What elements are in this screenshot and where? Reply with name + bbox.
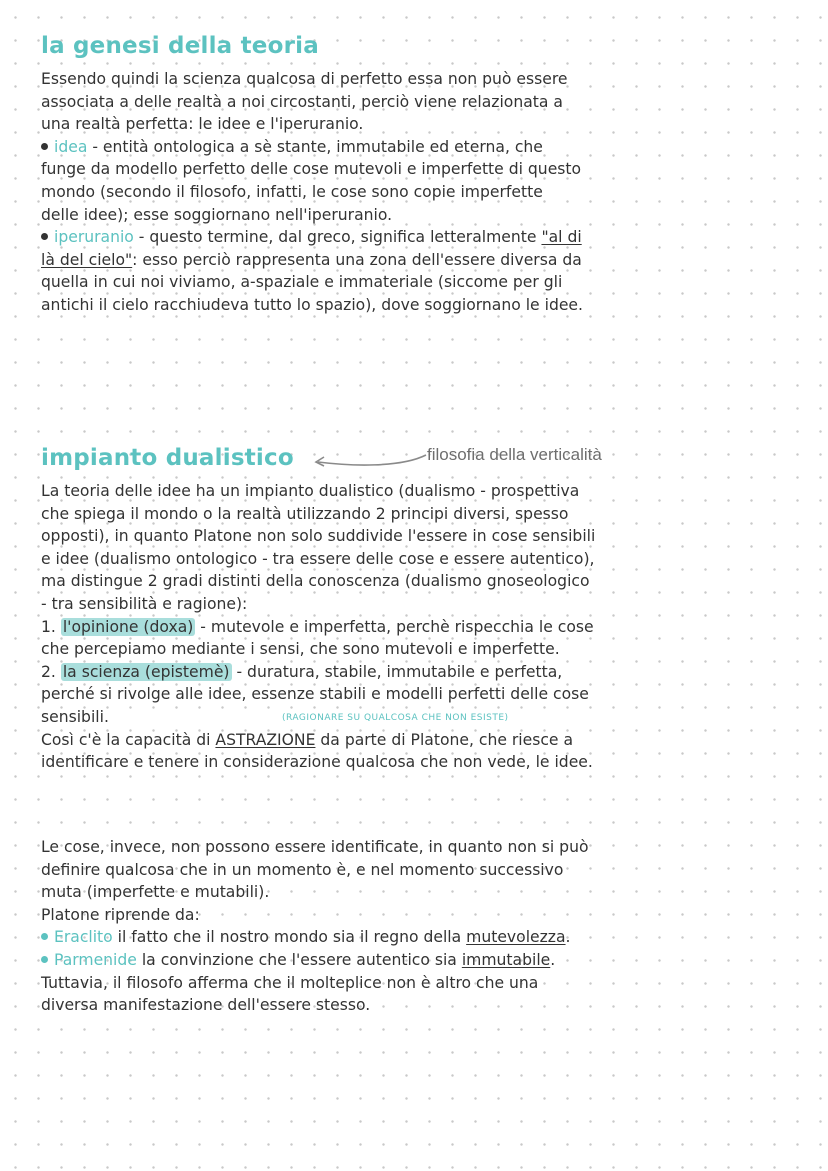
heading-impianto: impianto dualistico xyxy=(41,445,294,471)
astrazione-after: da parte di Platone, che riesce a xyxy=(315,730,574,749)
text-line: diversa manifestazione dell'essere stesso. xyxy=(41,996,371,1015)
bullet-eraclito xyxy=(41,926,786,949)
astrazione-line xyxy=(41,729,786,752)
text-line: quella in cui noi viviamo, a-spaziale e immateriale (siccome per gli xyxy=(41,273,563,292)
iperuranio-definition: - questo termine, dal greco, significa letteralmente xyxy=(133,228,542,247)
section-impianto-body xyxy=(41,480,786,774)
term-astrazione: ASTRAZIONE xyxy=(215,730,316,749)
eraclito-text: il fatto che il nostro mondo sia il regno della xyxy=(112,928,467,947)
text-line: mondo (secondo il filosofo, infatti, le cose sono copie imperfette xyxy=(41,182,543,201)
term-immutabile: immutabile xyxy=(461,950,551,969)
parmenide-text: la convinzione che l'essere autentico sia xyxy=(136,950,462,969)
bullet-iperuranio xyxy=(41,226,786,249)
text-line: funge da modello perfetto delle cose mutevoli e imperfette di questo xyxy=(41,160,582,179)
text-line: - tra sensibilità e ragione): xyxy=(41,594,248,613)
doxa-definition: - mutevole e imperfetta, perchè rispecchia le cose xyxy=(195,617,594,636)
list-number: 1. xyxy=(41,617,61,636)
list-item-episteme xyxy=(41,661,786,684)
bullet-idea xyxy=(41,136,786,159)
annotation-astrazione: (RAGIONARE SU QUALCOSA CHE NON ESISTE) xyxy=(282,713,509,723)
section-cose-body xyxy=(41,836,786,1017)
heading-genesi: la genesi della teoria xyxy=(41,33,319,59)
term-idea: idea xyxy=(54,137,88,156)
arrow-icon xyxy=(310,446,430,474)
text-line: opposti), in quanto Platone non solo suddivide l'essere in cose sensibili xyxy=(41,527,596,546)
text-line: definire qualcosa che in un momento è, e nel momento successivo xyxy=(41,860,564,879)
list-item-doxa xyxy=(41,616,786,639)
iperuranio-meaning: "al di xyxy=(541,228,582,247)
text-line: che spiega il mondo o la realtà utilizzando 2 principi diversi, spesso xyxy=(41,504,569,523)
text-line: una realtà perfetta: le idee e l'iperuranio. xyxy=(41,115,364,134)
name-eraclito: Eraclito xyxy=(54,928,113,947)
iperuranio-meaning-cont: là del cielo" xyxy=(41,250,133,269)
episteme-definition: - duratura, stabile, immutabile e perfetta, xyxy=(231,662,563,681)
text-line xyxy=(41,249,786,272)
text-line: Tuttavia, il filosofo afferma che il molteplice non è altro che una xyxy=(41,973,539,992)
text-line: Essendo quindi la scienza qualcosa di perfetto essa non può essere xyxy=(41,70,568,88)
text-line: Platone riprende da: xyxy=(41,905,200,924)
bullet-dot-icon xyxy=(41,233,48,240)
parmenide-end: . xyxy=(550,950,556,969)
text-line: muta (imperfette e mutabili). xyxy=(41,883,270,902)
name-parmenide: Parmenide xyxy=(54,950,137,969)
astrazione-before: Così c'è la capacità di xyxy=(41,730,216,749)
section-genesi-body xyxy=(41,68,786,317)
term-mutevolezza: mutevolezza xyxy=(466,928,566,947)
text-line: e idee (dualismo ontologico - tra essere delle cose e essere autentico), xyxy=(41,549,595,568)
text-line: perché si rivolge alle idee, essenze stabili e modelli perfetti delle cose xyxy=(41,685,589,704)
term-iperuranio: iperuranio xyxy=(54,228,134,247)
text-line: delle idee); esse soggiornano nell'iperuranio. xyxy=(41,205,393,224)
bullet-parmenide xyxy=(41,949,786,972)
text-line: che percepiamo mediante i sensi, che sono mutevoli e imperfette. xyxy=(41,640,560,659)
bullet-dot-icon xyxy=(41,143,48,150)
list-number: 2. xyxy=(41,662,61,681)
bullet-dot-icon xyxy=(41,933,48,940)
idea-definition: - entità ontologica a sè stante, immutabile ed eterna, che xyxy=(87,137,543,156)
term-episteme: la scienza (epistemè) xyxy=(62,662,230,681)
bullet-dot-icon xyxy=(41,956,48,963)
text-line: ma distingue 2 gradi distinti della conoscenza (dualismo gnoseologico xyxy=(41,572,590,591)
text-line: antichi il cielo racchiudeva tutto lo spazio), dove soggiornano le idee. xyxy=(41,295,583,314)
text-line: Le cose, invece, non possono essere identificate, in quanto non si può xyxy=(41,838,589,856)
iperuranio-rest: : esso perciò rappresenta una zona dell'essere diversa da xyxy=(132,250,582,269)
term-doxa: l'opinione (doxa) xyxy=(62,617,194,636)
text-line: associata a delle realtà a noi circostanti, perciò viene relazionata a xyxy=(41,92,563,111)
text-line: La teoria delle idee ha un impianto dualistico (dualismo - prospettiva xyxy=(41,482,580,500)
side-note: filosofia della verticalità xyxy=(427,445,602,464)
eraclito-end: . xyxy=(565,928,571,947)
text-line: sensibili. xyxy=(41,707,109,726)
text-line: identificare e tenere in considerazione qualcosa che non vede, le idee. xyxy=(41,753,593,772)
